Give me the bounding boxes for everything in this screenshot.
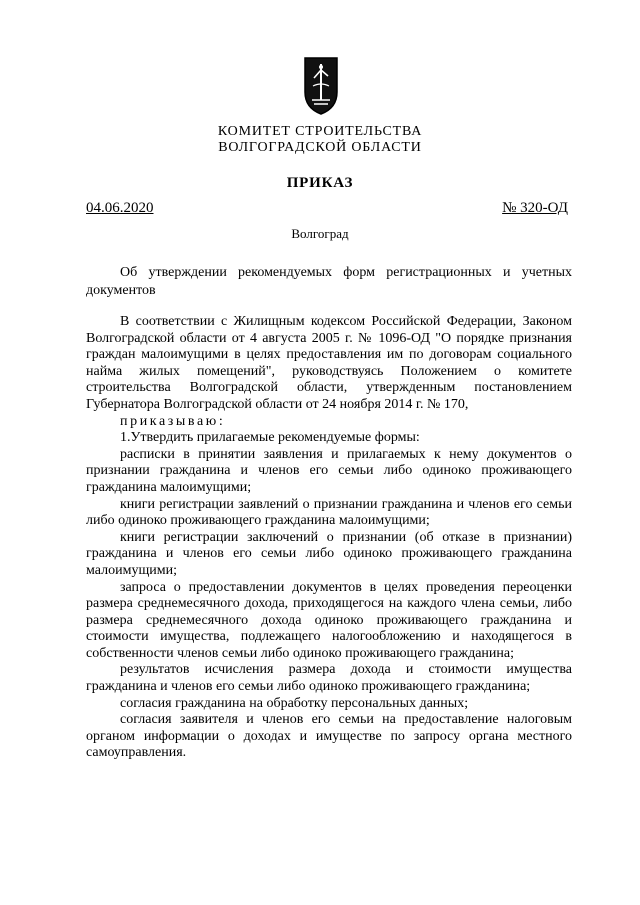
order-word: приказываю: — [120, 413, 226, 429]
item-1-paragraph: 1.Утвердить прилагаемые рекомендуемые формы: — [120, 430, 420, 446]
form-item: согласия заявителя и членов его семьи на предоставление налоговым органом информации о доходах и имуществе по запросу органа местного самоуправления. — [86, 712, 572, 761]
form-item: расписки в принятии заявления и прилагаемых к нему документов о признании гражданина и членов его семьи либо одиноко проживающего гражданина малоимущими; — [86, 446, 572, 495]
form-item: книги регистрации заключений о признании (об отказе в признании) гражданина и членов его семьи либо одиноко проживающего гражданина малоимущими; — [86, 529, 572, 578]
form-item: результатов исчисления размера дохода и стоимости имущества гражданина и членов его семьи либо одиноко проживающего гражданина; — [86, 662, 572, 695]
document-type-title: ПРИКАЗ — [286, 175, 354, 191]
document-number: № 320-ОД — [502, 200, 568, 216]
form-item: запроса о предоставлении документов в целях проведения переоценки размера среднемесячного дохода, приходящегося на каждого члена семьи, либо размера среднемесячного дохода одиноко проживающего гражданина и стоимости имущества, подлежащего налогообложению и находящегося в собственности членов семьи либо одиноко проживающего гражданина; — [86, 579, 572, 661]
form-item: книги регистрации заявлений о признании гражданина и членов его семьи либо одиноко проживающего гражданина малоимущими; — [86, 496, 572, 529]
document-subject: Об утверждении рекомендуемых форм регистрационных и учетных документов — [86, 265, 572, 298]
document-city: Волгоград — [291, 226, 349, 241]
form-item: согласия гражданина на обработку персональных данных; — [120, 695, 469, 711]
document-body — [86, 314, 572, 762]
organization-name-line2: ВОЛГОГРАДСКОЙ ОБЛАСТИ — [218, 140, 422, 155]
coat-of-arms-icon — [303, 56, 339, 116]
preamble-paragraph: В соответствии с Жилищным кодексом Российской Федерации, Законом Волгоградской области от 4 августа 2005 г. № 1096-ОД "О порядке признания граждан малоимущими в целях предоставления им по договорам социального найма жилых помещений", руководствуясь Положением о комитете строительства Волгоградской области, утвержденным постановлением Губернатора Волгоградской области от 24 ноября 2014 г. № 170, — [86, 314, 572, 412]
organization-name-line1: КОМИТЕТ СТРОИТЕЛЬСТВА — [217, 124, 423, 139]
document-date: 04.06.2020 — [86, 200, 154, 216]
